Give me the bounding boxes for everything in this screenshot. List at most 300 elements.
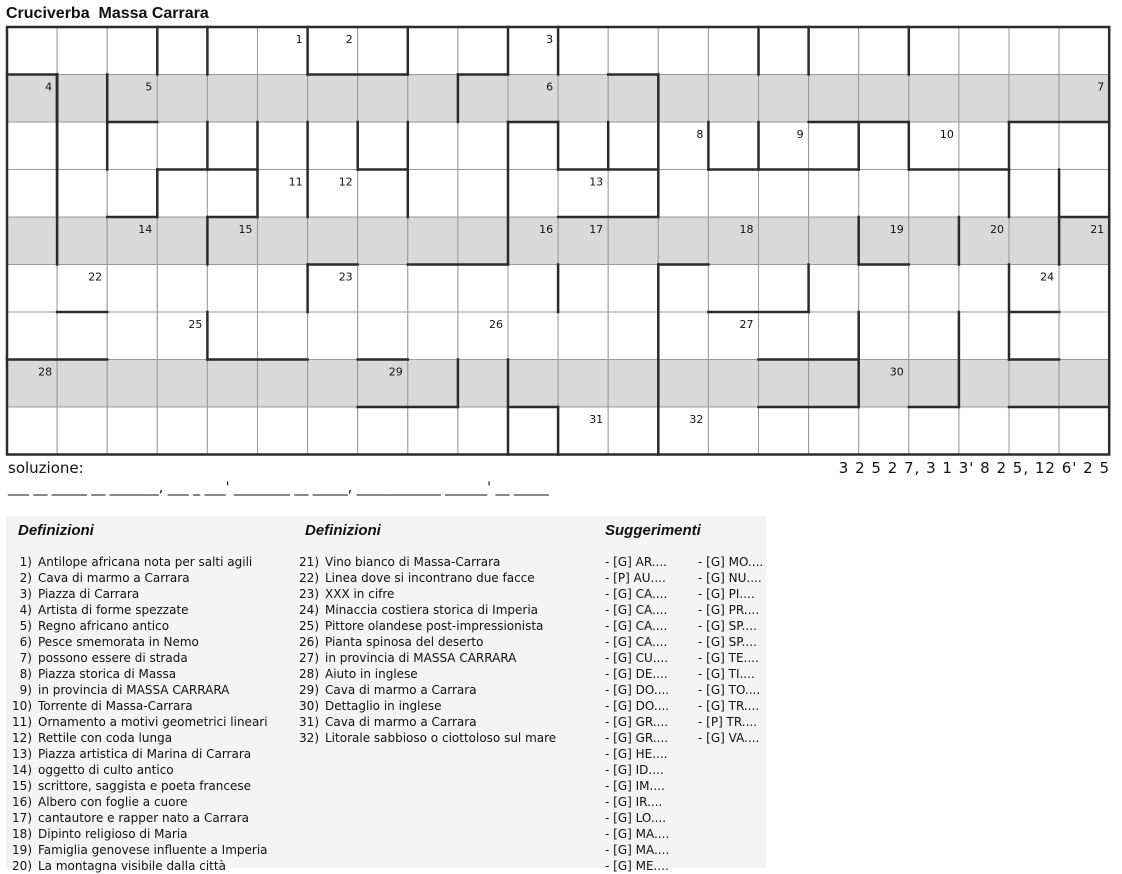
grid-cell[interactable]	[57, 360, 107, 408]
grid-cell[interactable]	[909, 27, 959, 75]
grid-cell[interactable]	[1059, 170, 1109, 218]
grid-cell[interactable]	[1059, 312, 1109, 360]
grid-cell[interactable]	[809, 75, 859, 123]
grid-cell[interactable]	[157, 217, 207, 265]
cell-number: 13	[589, 175, 604, 189]
definitions-list-2	[293, 554, 593, 746]
grid-cell[interactable]	[708, 407, 758, 455]
grid-cell[interactable]	[1059, 360, 1109, 408]
grid-cell[interactable]	[608, 407, 658, 455]
definition-item	[12, 730, 296, 746]
definition-item	[12, 666, 296, 682]
definition-item	[12, 570, 296, 586]
definition-text: Cava di marmo a Carrara	[38, 571, 190, 585]
grid-cell[interactable]	[207, 27, 257, 75]
definition-number: 30)	[299, 699, 319, 713]
suggestion-item: - [P] AU....	[605, 571, 666, 585]
definition-number: 14)	[12, 763, 32, 777]
definition-number: 15)	[12, 779, 32, 793]
grid-cell[interactable]	[658, 217, 708, 265]
grid-cell[interactable]	[658, 27, 708, 75]
grid-cell[interactable]	[408, 407, 458, 455]
grid-cell[interactable]	[909, 265, 959, 313]
definition-number: 12)	[12, 731, 32, 745]
grid-cell[interactable]	[1059, 407, 1109, 455]
grid-cell[interactable]	[909, 170, 959, 218]
grid-cell[interactable]	[7, 122, 57, 170]
cell-number: 8	[696, 128, 704, 141]
grid-cell[interactable]	[558, 27, 608, 75]
grid-cell[interactable]	[157, 75, 207, 123]
definition-text: Artista di forme spezzate	[38, 603, 189, 617]
grid-cell[interactable]	[358, 75, 408, 123]
grid-cell[interactable]	[508, 407, 558, 455]
grid-cell[interactable]	[809, 407, 859, 455]
grid-cell[interactable]	[107, 407, 157, 455]
cell-number: 14	[138, 223, 153, 236]
definition-text: Pittore olandese post-impressionista	[325, 619, 544, 633]
definition-text: Dipinto religioso di Maria	[38, 827, 188, 841]
grid-cell[interactable]	[959, 122, 1009, 170]
grid-cell[interactable]	[358, 407, 408, 455]
grid-cell[interactable]	[1009, 312, 1059, 360]
cell-number: 31	[589, 413, 604, 426]
grid-cell[interactable]	[809, 265, 859, 313]
grid-cell[interactable]	[909, 75, 959, 123]
grid-cell[interactable]	[859, 75, 909, 123]
grid-cell[interactable]	[358, 217, 408, 265]
grid-cell[interactable]	[508, 360, 558, 408]
definition-item	[12, 554, 296, 570]
grid-cell[interactable]	[558, 75, 608, 123]
definition-item	[299, 698, 593, 714]
suggestion-item: - [G] TR....	[698, 699, 760, 713]
definition-text: Piazza storica di Massa	[38, 667, 177, 681]
definition-number: 8)	[19, 667, 32, 681]
grid-cell[interactable]	[107, 170, 157, 218]
grid-cell[interactable]	[258, 312, 308, 360]
cell-number: 6	[546, 80, 554, 94]
grid-cell[interactable]	[107, 312, 157, 360]
definition-item	[12, 858, 296, 874]
suggestion-item: - [G] NU....	[698, 571, 762, 585]
suggestion-item: - [G] MA....	[605, 843, 670, 857]
grid-cell[interactable]	[759, 75, 809, 123]
grid-cell[interactable]	[1009, 407, 1059, 455]
grid-cell[interactable]	[57, 407, 107, 455]
definition-item	[299, 618, 593, 634]
grid-cell[interactable]	[1059, 265, 1109, 313]
grid-cell[interactable]	[859, 122, 909, 170]
grid-cell[interactable]	[759, 170, 809, 218]
grid-cell[interactable]	[658, 265, 708, 313]
grid-cell[interactable]	[7, 312, 57, 360]
definition-item	[12, 682, 296, 698]
grid-cell[interactable]	[959, 360, 1009, 408]
grid-cell[interactable]	[708, 75, 758, 123]
suggestion-item: - [G] SP....	[698, 635, 757, 649]
grid-cell[interactable]	[458, 360, 508, 408]
grid-cell[interactable]	[258, 75, 308, 123]
definition-item	[12, 810, 296, 826]
grid-cell[interactable]	[809, 312, 859, 360]
definition-number: 29)	[299, 683, 319, 697]
definition-text: in provincia di MASSA CARRARA	[38, 683, 230, 697]
definition-item	[12, 842, 296, 858]
suggestion-item: - [G] CA....	[605, 587, 668, 601]
cell-number: 5	[145, 80, 153, 94]
suggestions-heading: Suggerimenti	[605, 522, 701, 539]
cell-number: 16	[539, 223, 554, 236]
cell-number: 12	[338, 175, 353, 189]
grid-cell[interactable]	[708, 265, 758, 313]
cell-number: 1	[295, 33, 303, 46]
grid-cell[interactable]	[258, 217, 308, 265]
definition-number: 10)	[12, 699, 32, 713]
solution-blanks[interactable]: ___ __ _____ __ _______, ___ _ ___' ________ __ _____, ____________ ______' __ _____	[8, 480, 549, 496]
grid-cell[interactable]	[1009, 170, 1059, 218]
grid-cell[interactable]	[408, 312, 458, 360]
definition-number: 13)	[12, 747, 32, 761]
grid-cell[interactable]	[308, 217, 358, 265]
definition-number: 31)	[299, 715, 319, 729]
suggestion-item: - [G] LO....	[605, 811, 667, 825]
grid-cell[interactable]	[308, 407, 358, 455]
grid-cell[interactable]	[207, 265, 257, 313]
grid-cell[interactable]	[608, 170, 658, 218]
definition-item	[299, 730, 593, 746]
grid-cell[interactable]	[107, 27, 157, 75]
grid-cell[interactable]	[759, 27, 809, 75]
definition-text: in provincia di MASSA CARRARA	[325, 651, 517, 665]
definition-text: Aiuto in inglese	[325, 667, 418, 681]
suggestion-item: - [G] TI....	[698, 667, 755, 681]
grid-cell[interactable]	[708, 27, 758, 75]
grid-cell[interactable]	[458, 407, 508, 455]
suggestion-item: - [G] SP....	[698, 619, 757, 633]
suggestion-item: - [G] DO....	[605, 699, 670, 713]
definition-number: 5)	[19, 619, 32, 633]
suggestion-item: - [G] TO....	[698, 683, 761, 697]
grid-cell[interactable]	[909, 217, 959, 265]
definition-number: 17)	[12, 811, 32, 825]
definition-number: 20)	[12, 859, 32, 873]
grid-cell[interactable]	[909, 407, 959, 455]
cell-number: 2	[345, 33, 353, 46]
grid-cell[interactable]	[859, 312, 909, 360]
cell-number: 11	[288, 175, 303, 189]
suggestion-item: - [G] GR....	[605, 731, 669, 745]
grid-cell[interactable]	[658, 75, 708, 123]
grid-cell[interactable]	[658, 360, 708, 408]
grid-cell[interactable]	[258, 122, 308, 170]
definition-item	[299, 714, 593, 730]
grid-cell[interactable]	[258, 360, 308, 408]
definition-item	[299, 666, 593, 682]
grid-cell[interactable]	[508, 265, 558, 313]
grid-cell[interactable]	[1009, 27, 1059, 75]
definition-item	[299, 682, 593, 698]
grid-cell[interactable]	[508, 312, 558, 360]
grid-cell[interactable]	[909, 312, 959, 360]
grid-cell[interactable]	[157, 170, 207, 218]
definition-item	[12, 746, 296, 762]
grid-cell[interactable]	[7, 217, 57, 265]
cell-number: 20	[990, 223, 1004, 236]
grid-cell[interactable]	[809, 27, 859, 75]
grid-cell[interactable]	[558, 265, 608, 313]
grid-cell[interactable]	[1059, 27, 1109, 75]
grid-cell[interactable]	[608, 217, 658, 265]
definition-item	[299, 586, 593, 602]
grid-cell[interactable]	[358, 265, 408, 313]
suggestion-item: - [G] MO....	[698, 555, 764, 569]
grid-cell[interactable]	[759, 407, 809, 455]
grid-cell[interactable]	[959, 265, 1009, 313]
grid-cell[interactable]	[558, 360, 608, 408]
grid-cell[interactable]	[57, 217, 107, 265]
grid-cell[interactable]	[909, 360, 959, 408]
grid-cell[interactable]	[358, 312, 408, 360]
grid-cell[interactable]	[207, 122, 257, 170]
grid-cell[interactable]	[358, 27, 408, 75]
definition-text: Antilope africana nota per salti agili	[38, 555, 253, 569]
grid-cell[interactable]	[57, 122, 107, 170]
definition-number: 28)	[299, 667, 319, 681]
definition-item	[12, 794, 296, 810]
grid-cell[interactable]	[759, 360, 809, 408]
grid-cell[interactable]	[458, 75, 508, 123]
definition-text: Minaccia costiera storica di Imperia	[325, 603, 539, 617]
grid-cell[interactable]	[308, 312, 358, 360]
grid-cell[interactable]	[1009, 75, 1059, 123]
grid-cell[interactable]	[608, 27, 658, 75]
grid-cell[interactable]	[7, 170, 57, 218]
definition-item	[12, 778, 296, 794]
grid-cell[interactable]	[658, 170, 708, 218]
grid-cell[interactable]	[959, 312, 1009, 360]
grid-cell[interactable]	[308, 360, 358, 408]
grid-cell[interactable]	[458, 265, 508, 313]
grid-cell[interactable]	[1009, 122, 1059, 170]
grid-cell[interactable]	[458, 170, 508, 218]
grid-cell[interactable]	[408, 360, 458, 408]
cell-number: 24	[1040, 270, 1055, 284]
definitions-column-1	[6, 516, 296, 874]
grid-cell[interactable]	[107, 360, 157, 408]
grid-cell[interactable]	[809, 217, 859, 265]
definition-number: 26)	[299, 635, 319, 649]
cell-number: 9	[796, 128, 804, 141]
definition-text: oggetto di culto antico	[38, 763, 174, 777]
grid-cell[interactable]	[1009, 360, 1059, 408]
definition-text: possono essere di strada	[38, 651, 188, 665]
suggestion-item: - [G] DO....	[605, 683, 670, 697]
definition-text: Famiglia genovese influente a Imperia	[38, 843, 268, 857]
definition-text: Vino bianco di Massa-Carrara	[325, 555, 501, 569]
suggestions-column-2	[692, 516, 766, 746]
definition-text: XXX in cifre	[325, 587, 395, 601]
grid-cell[interactable]	[57, 170, 107, 218]
grid-cell[interactable]	[608, 75, 658, 123]
grid-cell[interactable]	[708, 170, 758, 218]
grid-cell[interactable]	[207, 170, 257, 218]
definitions-column-2	[293, 516, 593, 746]
grid-cell[interactable]	[358, 122, 408, 170]
grid-cell[interactable]	[759, 217, 809, 265]
grid-cell[interactable]	[157, 407, 207, 455]
suggestion-item: - [G] IM....	[605, 779, 665, 793]
definitions-heading-2: Definizioni	[305, 522, 381, 539]
definition-item	[299, 650, 593, 666]
grid-cell[interactable]	[959, 170, 1009, 218]
grid-cell[interactable]	[708, 122, 758, 170]
definitions-heading: Definizioni	[18, 522, 94, 539]
cell-number: 22	[88, 270, 103, 284]
definition-item	[12, 826, 296, 842]
definition-item	[12, 618, 296, 634]
grid-cell[interactable]	[157, 27, 207, 75]
definition-text: Linea dove si incontrano due facce	[325, 571, 535, 585]
grid-cell[interactable]	[1009, 217, 1059, 265]
suggestion-item: - [G] CA....	[605, 635, 668, 649]
cell-number: 7	[1097, 80, 1105, 94]
cell-number: 29	[388, 365, 403, 379]
grid-cell[interactable]	[708, 360, 758, 408]
definition-number: 21)	[299, 555, 319, 569]
definition-text: Albero con foglie a cuore	[38, 795, 188, 809]
definition-number: 3)	[19, 587, 32, 601]
grid-cell[interactable]	[859, 265, 909, 313]
grid-cell[interactable]	[57, 75, 107, 123]
suggestion-item: - [G] TE....	[698, 651, 759, 665]
suggestion-item: - [G] ME....	[605, 859, 669, 873]
definition-number: 9)	[19, 683, 32, 697]
grid-cell[interactable]	[207, 312, 257, 360]
grid-cell[interactable]	[608, 122, 658, 170]
definition-number: 19)	[12, 843, 32, 857]
grid-cell[interactable]	[258, 265, 308, 313]
grid-cell[interactable]	[759, 265, 809, 313]
grid-cell[interactable]	[608, 265, 658, 313]
crossword-title: Cruciverba Massa Carrara	[6, 5, 209, 22]
cell-number: 19	[889, 223, 904, 236]
definition-text: Rettile con coda lunga	[38, 731, 173, 745]
grid-cell[interactable]	[959, 27, 1009, 75]
cell-number: 32	[689, 413, 704, 426]
grid-cell[interactable]	[458, 122, 508, 170]
grid-cell[interactable]	[7, 27, 57, 75]
grid-cell[interactable]	[57, 27, 107, 75]
definition-text: Cava di marmo a Carrara	[325, 715, 477, 729]
grid-cell[interactable]	[608, 312, 658, 360]
grid-cell[interactable]	[157, 360, 207, 408]
definition-item	[12, 586, 296, 602]
grid-cell[interactable]	[358, 170, 408, 218]
definition-number: 22)	[299, 571, 319, 585]
grid-cell[interactable]	[859, 27, 909, 75]
grid-cell[interactable]	[408, 217, 458, 265]
grid-cell[interactable]	[408, 27, 458, 75]
grid-cell[interactable]	[57, 312, 107, 360]
definition-text: Piazza artistica di Marina di Carrara	[38, 747, 252, 761]
definition-number: 32)	[299, 731, 319, 745]
definition-item	[12, 698, 296, 714]
grid-cell[interactable]	[809, 122, 859, 170]
cell-number: 23	[338, 270, 353, 284]
definition-number: 23)	[299, 587, 319, 601]
clues-panel	[6, 516, 766, 873]
definition-number: 16)	[12, 795, 32, 809]
suggestion-item: - [G] VA....	[698, 731, 760, 745]
grid-cell[interactable]	[658, 312, 708, 360]
suggestion-item: - [G] AR....	[605, 555, 667, 569]
grid-cell[interactable]	[558, 312, 608, 360]
grid-cell[interactable]	[207, 407, 257, 455]
cell-number: 17	[589, 223, 604, 236]
grid-cell[interactable]	[7, 265, 57, 313]
grid-cell[interactable]	[508, 170, 558, 218]
definition-item	[299, 554, 593, 570]
grid-cell[interactable]	[308, 122, 358, 170]
grid-cell[interactable]	[508, 122, 558, 170]
definition-text: Cava di marmo a Carrara	[325, 683, 477, 697]
grid-cell[interactable]	[809, 360, 859, 408]
grid-cell[interactable]	[859, 170, 909, 218]
definition-number: 24)	[299, 603, 319, 617]
grid-cell[interactable]	[759, 312, 809, 360]
grid-cell[interactable]	[7, 407, 57, 455]
grid-cell[interactable]	[1059, 122, 1109, 170]
grid-cell[interactable]	[207, 360, 257, 408]
grid-cell[interactable]	[157, 122, 207, 170]
definition-text: cantautore e rapper nato a Carrara	[38, 811, 250, 825]
definition-text: Piazza di Carrara	[38, 587, 140, 601]
grid-cell[interactable]	[207, 75, 257, 123]
solution-label: soluzione:	[8, 459, 84, 477]
suggestion-item: - [P] TR....	[698, 715, 758, 729]
grid-cell[interactable]	[107, 122, 157, 170]
grid-cell[interactable]	[458, 27, 508, 75]
grid-cell[interactable]	[408, 170, 458, 218]
grid-cell[interactable]	[809, 170, 859, 218]
suggestions-list-1	[587, 554, 677, 874]
grid-cell[interactable]	[308, 75, 358, 123]
definition-text: Pianta spinosa del deserto	[325, 635, 484, 649]
definitions-list-1	[6, 554, 296, 874]
definition-item	[12, 650, 296, 666]
grid-cell[interactable]	[157, 265, 207, 313]
grid-cell[interactable]	[408, 75, 458, 123]
cell-number: 21	[1090, 223, 1105, 236]
grid-cell[interactable]	[959, 75, 1009, 123]
definition-number: 27)	[299, 651, 319, 665]
grid-cell[interactable]	[608, 360, 658, 408]
cell-number: 27	[739, 318, 754, 331]
grid-cell[interactable]	[408, 122, 458, 170]
grid-cell[interactable]	[859, 407, 909, 455]
suggestion-item: - [G] CU....	[605, 651, 669, 665]
grid-cell[interactable]	[558, 122, 608, 170]
grid-cell[interactable]	[959, 407, 1009, 455]
definition-number: 1)	[19, 555, 32, 569]
grid-cell[interactable]	[258, 407, 308, 455]
grid-cell[interactable]	[408, 265, 458, 313]
grid-cell[interactable]	[458, 217, 508, 265]
definition-item	[299, 602, 593, 618]
suggestions-column-1	[587, 516, 701, 874]
grid-cell[interactable]	[107, 265, 157, 313]
